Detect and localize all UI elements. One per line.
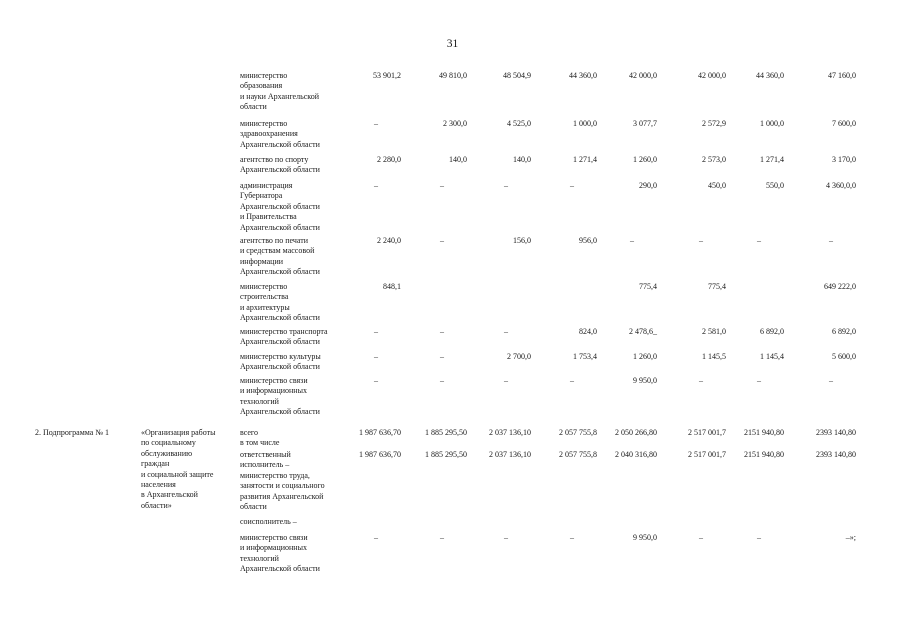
agency-row-value: 2 280,0 [377, 155, 401, 164]
agency-row-label: министерство культуры Архангельской области [240, 352, 321, 372]
agency-row-value: 6 892,0 [760, 327, 784, 336]
subprogram-row-value: – [504, 533, 508, 542]
subprogram-row-value: 2 040 316,80 [615, 450, 657, 459]
subprogram-row-value: 1 987 636,70 [359, 450, 401, 459]
agency-row-label: министерство строительства и архитектуры Архангельской области [240, 282, 320, 323]
agency-row-value: 2 572,9 [702, 119, 726, 128]
subprogram-row-value: 1 885 295,50 [425, 450, 467, 459]
agency-row-label: министерство здравоохранения Архангельской области [240, 119, 320, 149]
agency-row-value: – [504, 327, 508, 336]
agency-row-value: 2 300,0 [443, 119, 467, 128]
subprogram-row-label: соисполнитель – [240, 517, 297, 526]
subprogram-row-value: 1 987 636,70 [359, 428, 401, 437]
agency-row-value: – [504, 181, 508, 190]
agency-row-value: 649 222,0 [824, 282, 856, 291]
agency-row-value: – [440, 236, 444, 245]
agency-row-value: 140,0 [513, 155, 531, 164]
agency-row-value: – [440, 181, 444, 190]
subprogram-row-value: – [757, 533, 761, 542]
subprogram-row-value: 2 057 755,8 [559, 450, 597, 459]
agency-row-value: 3 170,0 [832, 155, 856, 164]
agency-row-value: 5 600,0 [832, 352, 856, 361]
agency-row-value: 6 892,0 [832, 327, 856, 336]
agency-row-label: министерство образования и науки Архангельской области [240, 71, 320, 112]
subprogram-row-value: – [570, 533, 574, 542]
agency-row-value: 1 145,5 [702, 352, 726, 361]
agency-row-value: 44 360,0 [756, 71, 784, 80]
agency-row-value: 4 525,0 [507, 119, 531, 128]
agency-row-value: 824,0 [579, 327, 597, 336]
agency-row-value: 2 581,0 [702, 327, 726, 336]
agency-row-value: 42 000,0 [698, 71, 726, 80]
agency-row-value: 775,4 [639, 282, 657, 291]
subprogram-row-label: ответственный исполнитель – министерство труда, занятости и социального развития Архангельской области [240, 450, 325, 512]
subprogram-row-value: 2393 140,80 [816, 428, 856, 437]
agency-row-value: 1 271,4 [760, 155, 784, 164]
agency-row-value: 775,4 [708, 282, 726, 291]
agency-row-value: 47 160,0 [828, 71, 856, 80]
agency-row-value: – [570, 181, 574, 190]
agency-row-value: – [374, 352, 378, 361]
agency-row-value: 42 000,0 [629, 71, 657, 80]
page-number: 31 [446, 38, 459, 50]
agency-row-value: 1 271,4 [573, 155, 597, 164]
agency-row-label: агентство по спорту Архангельской области [240, 155, 320, 175]
subprogram-row-value: 2 517 001,7 [688, 428, 726, 437]
agency-row-value: 7 600,0 [832, 119, 856, 128]
agency-row-value: 4 360,0,0 [826, 181, 856, 190]
agency-row-value: – [504, 376, 508, 385]
agency-row-label: министерство связи и информационных технологий Архангельской области [240, 376, 320, 417]
subprogram-row-value: 1 885 295,50 [425, 428, 467, 437]
agency-row-value: 1 753,4 [573, 352, 597, 361]
agency-row-value: 290,0 [639, 181, 657, 190]
subprogram-row-value: 2 037 136,10 [489, 428, 531, 437]
subprogram-row-value: 2151 940,80 [744, 450, 784, 459]
subprogram-row-value: – [440, 533, 444, 542]
agency-row-value: 550,0 [766, 181, 784, 190]
agency-row-value: 1 260,0 [633, 155, 657, 164]
agency-row-value: – [757, 376, 761, 385]
agency-row-value: 2 573,0 [702, 155, 726, 164]
subprogram-row-value: 2393 140,80 [816, 450, 856, 459]
agency-row-value: – [829, 376, 833, 385]
agency-row-value: 9 950,0 [633, 376, 657, 385]
agency-row-value: – [374, 376, 378, 385]
agency-row-value: 956,0 [579, 236, 597, 245]
subprogram-title: «Организация работы по социальному обслуживанию граждан и социальной защите населения в Архангельской области» [141, 428, 216, 510]
subprogram-row-value: –»; [845, 533, 856, 542]
subprogram-row-value: 2 037 136,10 [489, 450, 531, 459]
agency-row-value: 1 145,4 [760, 352, 784, 361]
agency-row-value: – [757, 236, 761, 245]
subprogram-row-value: 9 950,0 [633, 533, 657, 542]
subprogram-row-value: 2151 940,80 [744, 428, 784, 437]
agency-row-value: 53 901,2 [373, 71, 401, 80]
subprogram-row-value: – [699, 533, 703, 542]
agency-row-value: 2 700,0 [507, 352, 531, 361]
agency-row-value: – [699, 376, 703, 385]
subprogram-row-label: министерство связи и информационных технологий Архангельской области [240, 533, 320, 574]
subprogram-row-value: – [374, 533, 378, 542]
agency-row-value: 140,0 [449, 155, 467, 164]
agency-row-value: – [829, 236, 833, 245]
agency-row-value: – [374, 327, 378, 336]
agency-row-label: администрация Губернатора Архангельской области и Правительства Архангельской области [240, 181, 320, 232]
agency-row-value: 1 260,0 [633, 352, 657, 361]
agency-row-value: 848,1 [383, 282, 401, 291]
agency-row-value: – [699, 236, 703, 245]
agency-row-value: 1 000,0 [573, 119, 597, 128]
agency-row-value: – [630, 236, 634, 245]
agency-row-value: 2 478,6_ [629, 327, 657, 336]
agency-row-value: – [374, 181, 378, 190]
subprogram-row-value: 2 517 001,7 [688, 450, 726, 459]
agency-row-value: – [374, 119, 378, 128]
subprogram-number: 2. Подпрограмма № 1 [35, 428, 109, 437]
agency-row-value: 450,0 [708, 181, 726, 190]
agency-row-value: – [570, 376, 574, 385]
agency-row-value: 48 504,9 [503, 71, 531, 80]
subprogram-row-value: 2 057 755,8 [559, 428, 597, 437]
agency-row-value: – [440, 327, 444, 336]
agency-row-value: 3 077,7 [633, 119, 657, 128]
subprogram-row-label: всего в том числе [240, 428, 280, 448]
agency-row-value: 44 360,0 [569, 71, 597, 80]
agency-row-value: 1 000,0 [760, 119, 784, 128]
agency-row-value: 2 240,0 [377, 236, 401, 245]
agency-row-label: агентство по печати и средствам массовой информации Архангельской области [240, 236, 320, 277]
agency-row-value: – [440, 376, 444, 385]
agency-row-label: министерство транспорта Архангельской области [240, 327, 328, 347]
agency-row-value: 156,0 [513, 236, 531, 245]
subprogram-row-value: 2 050 266,80 [615, 428, 657, 437]
agency-row-value: – [440, 352, 444, 361]
agency-row-value: 49 810,0 [439, 71, 467, 80]
